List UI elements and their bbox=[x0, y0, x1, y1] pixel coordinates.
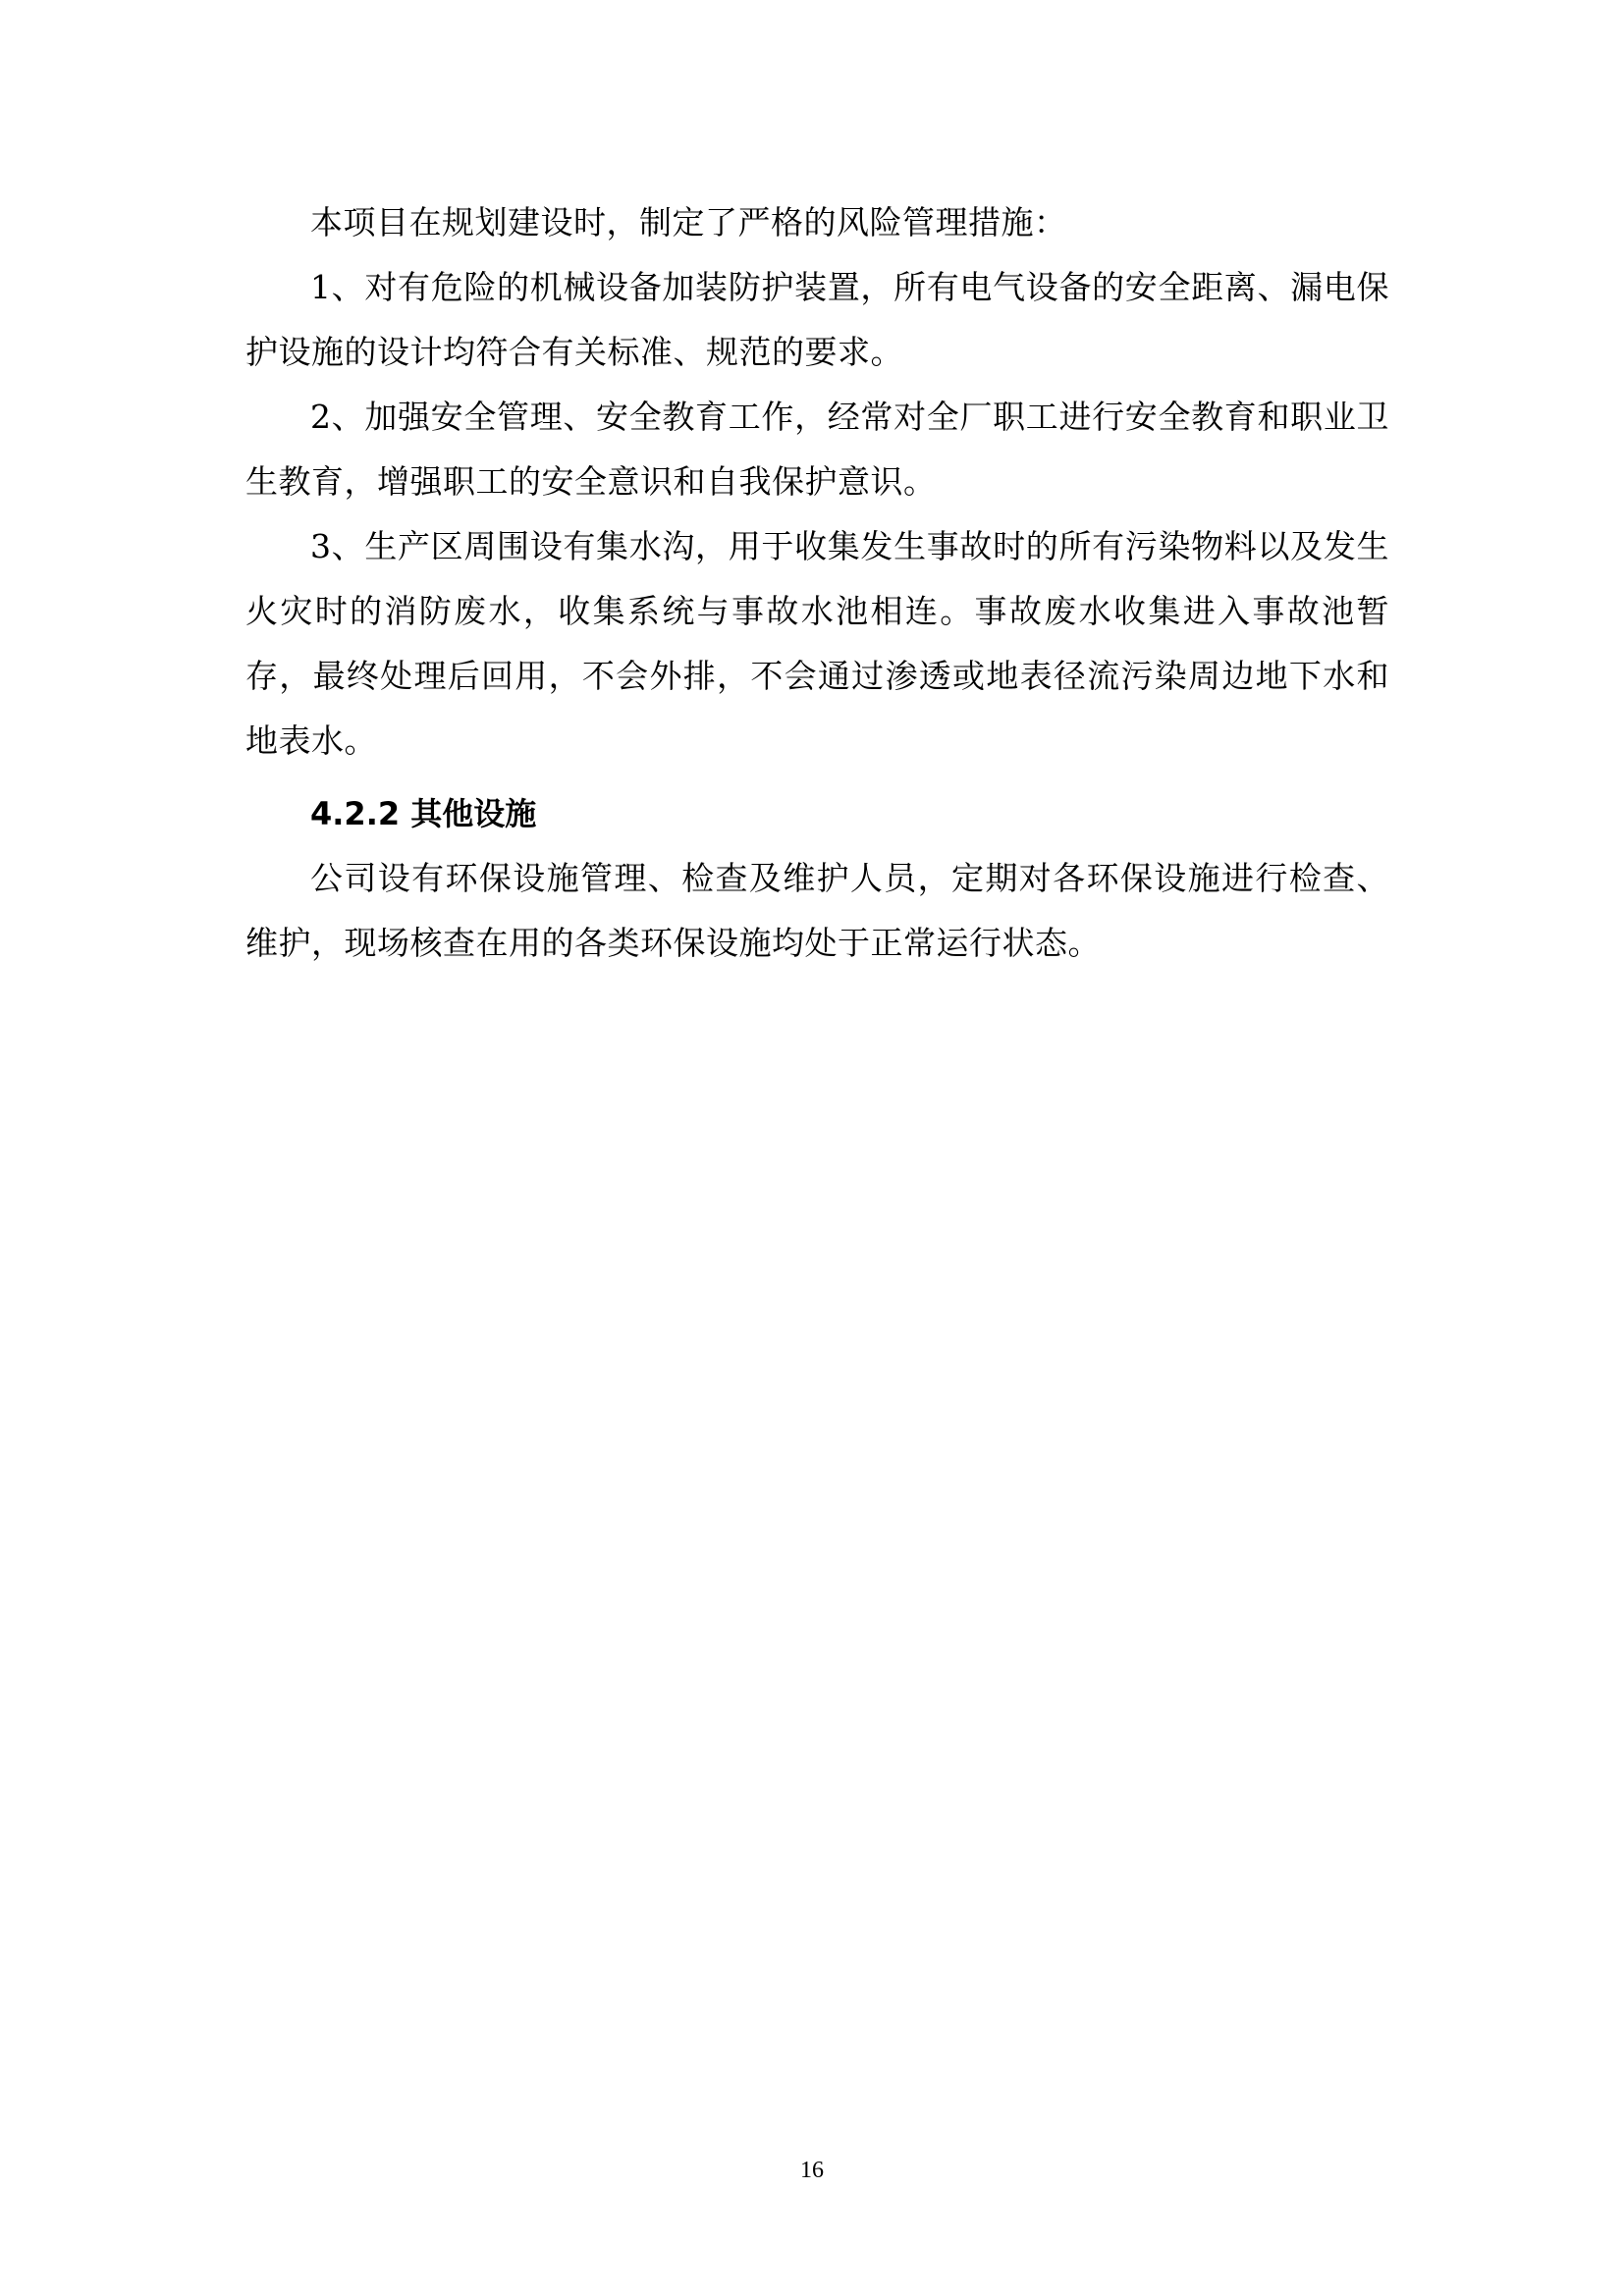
paragraph-measure-2: 2、加强安全管理、安全教育工作，经常对全厂职工进行安全教育和职业卫生教育，增强职工的安全意识和自我保护意识。 bbox=[245, 398, 1389, 501]
paragraph-intro: 本项目在规划建设时，制定了严格的风险管理措施： bbox=[310, 203, 1067, 241]
page-body bbox=[245, 190, 1389, 976]
page-number: 16 bbox=[800, 2158, 824, 2183]
paragraph-measure-3: 3、生产区周围设有集水沟，用于收集发生事故时的所有污染物料以及发生火灾时的消防废水，收集系统与事故水池相连。事故废水收集进入事故池暂存，最终处理后回用，不会外排，不会通过渗透或地表径流污染周边地下水和地表水。 bbox=[245, 527, 1389, 760]
paragraph-measure-1: 1、对有危险的机械设备加装防护装置，所有电气设备的安全距离、漏电保护设施的设计均符合有关标准、规范的要求。 bbox=[245, 268, 1389, 371]
paragraph-other-facilities: 公司设有环保设施管理、检查及维护人员，定期对各环保设施进行检查、维护，现场核查在用的各类环保设施均处于正常运行状态。 bbox=[245, 859, 1389, 962]
section-heading: 4.2.2 其他设施 bbox=[310, 795, 537, 832]
